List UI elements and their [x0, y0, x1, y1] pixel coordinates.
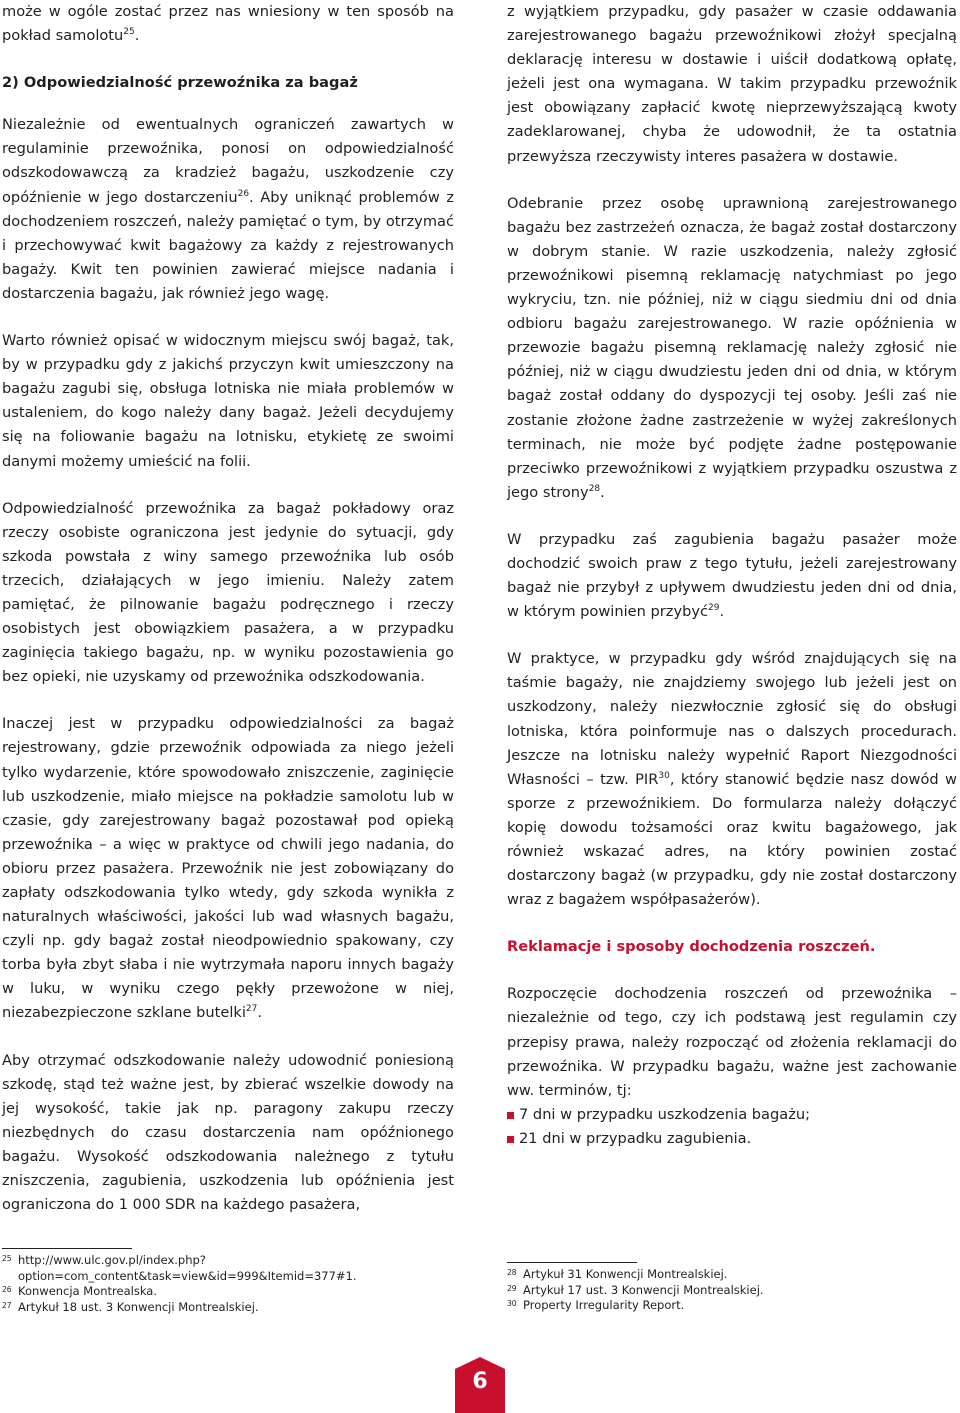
paragraph-complaint-deadlines: Odebranie przez osobę uprawnioną zarejestrowanego bagażu bez zastrzeżeń oznacza, że bagaż został dostarczony w dobrym stanie. W razie uszkodzenia, należy zgłosić przewoźnikowi pisemną reklamację natychmiast po jego wykryciu, tzn. nie później, niż w ciągu siedmiu dni od dnia odbioru bagażu zarejestrowanego. W razie opóźnienia w przewozie bagażu pisemną reklamację należy zgłosić nie później, niż w ciągu dwudziestu jeden dni od dnia, w którym bagaż został oddany do dyspozycji tej osoby. Jeśli zaś nie zostanie złożone żadne zastrzeżenie w wyżej zakreślonych terminach, nie może być podjęte żadne postępowanie przeciwko przewoźnikowi z wyjątkiem przypadku oszustwa z jego strony$^{28}$.: [507, 194, 957, 501]
footnote-ref-28[interactable]: 28: [588, 483, 601, 494]
footnote-25: 25 http://www.ulc.gov.pl/index.php?option=com_content&task=view&id=999&Itemid=377#1.: [2, 1253, 454, 1284]
paragraph-lost-baggage: W przypadku zaś zagubienia bagażu pasażer może dochodzić swoich praw z tego tytułu, jeżeli zarejestrowany bagaż nie przybył z upływem dwudziestu jeden dni od dnia, w którym powinien przybyć$^{29}$.: [507, 530, 957, 621]
footnote-divider: [2, 1248, 132, 1249]
paragraph-continuation: może w ogóle zostać przez nas wniesiony w ten sposób na pokład samolotu$^{25}$.: [2, 3, 454, 45]
footnote-27: 27 Artykuł 18 ust. 3 Konwencji Montrealskiej.: [2, 1299, 259, 1314]
paragraph-practice-pir: W praktyce, w przypadku gdy wśród znajdujących się na taśmie bagaży, nie znajdziemy swojego lub jeżeli jest on uszkodzony, należy niezwłocznie zgłosić się do obsługi lotniska, która poinformuje nas o dalszych procedurach. Jeszcze na lotnisku należy wypełnić Raport Niezgodności Własności – tzw. PIR$^{30}$, który stanowić będzie nasz dowód w sporze z przewoźnikiem. Do formularza należy dołączyć kopię dowodu tożsamości oraz kwitu bagażowego, jak również wskazać adres, na który powinien zostać dostarczony bagaż (w przypadku, gdy nie został dostarczony wraz z bagażem współpasażerów).: [507, 650, 957, 909]
footnotes-right: [507, 1262, 957, 1314]
left-column: [2, 0, 454, 1240]
list-item: 21 dni w przypadku zagubienia.: [507, 1127, 957, 1151]
section-heading-baggage-liability: 2) Odpowiedzialność przewoźnika za bagaż: [2, 74, 358, 92]
footnote-ref-25[interactable]: 25: [123, 27, 135, 38]
paragraph-label-baggage: Warto również opisać w widocznym miejscu swój bagaż, tak, by w przypadku gdy z jakichś przyczyn kwit umieszczony na bagażu zagubi się, obsługa lotniska nie miała problemów w ustaleniem, do kogo należy dany bagaż. Jeżeli decydujemy się na foliowanie bagażu na lotnisku, etykietę ze swoimi danymi możemy umieścić na folii.: [2, 332, 454, 470]
paragraph-compensation: Aby otrzymać odszkodowanie należy udowodnić poniesioną szkodę, stąd też ważne jest, by zbierać wszelkie dowody na jej wysokość, takie jak np. paragony zakupu rzeczy niezbędnych do czasu dostarczenia nam opóźnionego bagażu. Wysokość odszkodowania należnego z tytułu zniszczenia, zagubienia, uszkodzenia lub opóźnienia jest ograniczona do 1 000 SDR na każdego pasażera,: [2, 1051, 454, 1214]
paragraph-baggage-liability: Niezależnie od ewentualnych ograniczeń zawartych w regulaminie przewoźnika, ponosi on odpowiedzialność odszkodowawczą za kradzież bagażu, uszkodzenie czy opóźnienie w jego dostarczeniu$^{26}$. Aby uniknąć problemów z dochodzeniem roszczeń, należy pamiętać o tym, by otrzymać i przechowywać kwit bagażowy za każdy z rejestrowanych bagaży. Kwit ten powinien zawierać miejsce nadania i dostarczenia bagażu, jak również jego wagę.: [2, 116, 454, 302]
footnote-ref-27[interactable]: 27: [245, 1004, 258, 1015]
square-bullet-icon: [507, 1112, 514, 1119]
list-item: 7 dni w przypadku uszkodzenia bagażu;: [507, 1103, 957, 1127]
footnote-link[interactable]: http://www.ulc.gov.pl/index.php?option=com_content&task=view&id=999&Itemid=377#1.: [18, 1253, 357, 1283]
footnote-26: 26 Konwencja Montrealska.: [2, 1284, 157, 1299]
footnote-29: 29 Artykuł 17 ust. 3 Konwencji Montrealskiej.: [507, 1282, 764, 1297]
footnote-ref-26[interactable]: 26: [237, 188, 250, 199]
section-heading-complaints: Reklamacje i sposoby dochodzenia roszczeń.: [507, 938, 876, 956]
footnote-divider: [507, 1262, 637, 1263]
page-number-badge: [455, 1357, 505, 1413]
footnote-ref-30[interactable]: 30: [658, 770, 670, 781]
paragraph-claims: Rozpoczęcie dochodzenia roszczeń od przewoźnika – niezależnie od tego, czy ich podstawą jest regulamin czy przepisy prawa, należy rozpocząć od złożenia reklamacji do przewoźnika. W przypadku bagażu, ważne jest zachowanie ww. terminów, tj:: [507, 985, 957, 1099]
deadline-list: [507, 1103, 957, 1151]
footnote-30: 30 Property Irregularity Report.: [507, 1298, 685, 1313]
paragraph-declaration: z wyjątkiem przypadku, gdy pasażer w czasie oddawania zarejestrowanego bagażu przewoźnikowi złożył specjalną deklarację interesu w dostawie i uiścił dodatkową opłatę, jeżeli jest ona wymagana. W takim przypadku przewoźnik jest obowiązany zapłacić kwotę nieprzewyższającą kwoty zadeklarowanej, chyba że udowodnił, że ta ostatnia przewyższa rzeczywisty interes pasażera w dostawie.: [507, 3, 957, 165]
right-column: [507, 0, 957, 1151]
footnote-ref-29[interactable]: 29: [708, 603, 720, 614]
paragraph-cabin-baggage: Odpowiedzialność przewoźnika za bagaż pokładowy oraz rzeczy osobiste ograniczona jest jedynie do sytuacji, gdy szkoda powstała z winy samego przewoźnika lub osób trzecich, działających w jego imieniu. Należy zatem pamiętać, że pilnowanie bagażu podręcznego i rzeczy osobistych jest obowiązkiem pasażera, a w przypadku zaginięcia takiego bagażu, np. w wyniku pozostawienia go bez opieki, nie uzyskamy od przewoźnika odszkodowania.: [2, 499, 454, 686]
page-number: 6: [472, 1369, 488, 1394]
square-bullet-icon: [507, 1136, 514, 1143]
paragraph-checked-baggage: Inaczej jest w przypadku odpowiedzialności za bagaż rejestrowany, gdzie przewoźnik odpowiada za niego jeżeli tylko wydarzenie, które spowodowało zniszczenie, zaginięcie lub uszkodzenie, miało miejsce na pokładzie samolotu lub w czasie, gdy zarejestrowany bagaż pozostawał pod opieką przewoźnika – a więc w praktyce od chwili jego nadania, do obioru przez pasażera. Przewoźnik nie jest zobowiązany do zapłaty odszkodowania tylko wtedy, gdy szkoda wynikła z naturalnych właściwości, jakości lub wad własnych bagażu, czyli np. gdy bagaż został nieodpowiednio spakowany, czy torba była zbyt słaba i nie wytrzymała naporu innych bagaży w luku, w wyniku czego pękły przewożone w niej, niezabezpieczone szklane butelki$^{27}$.: [2, 715, 454, 1022]
footnotes-left: [2, 1248, 454, 1315]
footnote-28: 28 Artykuł 31 Konwencji Montrealskiej.: [507, 1267, 728, 1281]
